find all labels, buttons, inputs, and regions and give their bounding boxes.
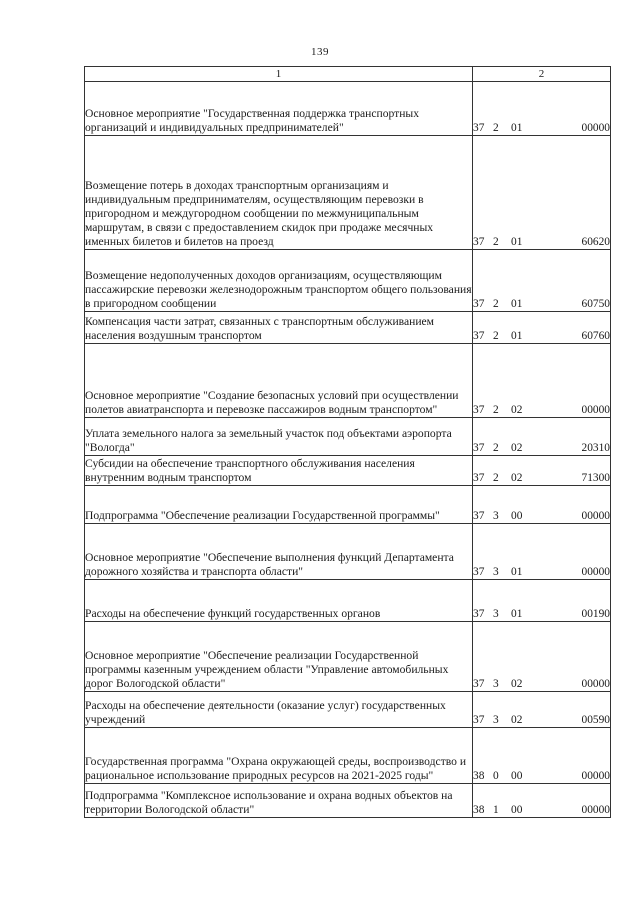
table-row <box>85 456 611 486</box>
row-code-cell <box>473 524 611 580</box>
program-code: 37 <box>473 404 485 416</box>
row-code-cell <box>473 580 611 622</box>
activity-code: 00 <box>511 770 523 782</box>
program-code: 37 <box>473 566 485 578</box>
row-description: Основное мероприятие "Обеспечение реализации Государственной программы казенным учреждением области "Управление автомобильных дорог Вологодской области" <box>85 622 473 692</box>
row-description: Расходы на обеспечение функций государственных органов <box>85 580 473 622</box>
table-row <box>85 344 611 418</box>
budget-classification-table <box>84 66 611 818</box>
table-row <box>85 692 611 728</box>
direction-code: 60620 <box>581 236 610 248</box>
row-code-cell <box>473 692 611 728</box>
table-row <box>85 250 611 312</box>
row-code-cell <box>473 136 611 250</box>
table-row <box>85 622 611 692</box>
subprogram-code: 2 <box>493 404 499 416</box>
activity-code: 01 <box>511 608 523 620</box>
direction-code: 00000 <box>581 510 610 522</box>
table-row <box>85 486 611 524</box>
table-header-row <box>85 67 611 82</box>
row-code-cell <box>473 312 611 344</box>
page-number: 139 <box>311 46 329 58</box>
program-code: 37 <box>473 678 485 690</box>
row-code-cell <box>473 344 611 418</box>
subprogram-code: 1 <box>493 804 499 816</box>
program-code: 37 <box>473 510 485 522</box>
activity-code: 02 <box>511 472 523 484</box>
subprogram-code: 2 <box>493 442 499 454</box>
activity-code: 01 <box>511 122 523 134</box>
row-description: Расходы на обеспечение деятельности (оказание услуг) государственных учреждений <box>85 692 473 728</box>
direction-code: 00190 <box>581 608 610 620</box>
activity-code: 01 <box>511 566 523 578</box>
direction-code: 60750 <box>581 298 610 310</box>
subprogram-code: 2 <box>493 472 499 484</box>
direction-code: 60760 <box>581 330 610 342</box>
row-description: Возмещение потерь в доходах транспортным организациям и индивидуальным предпринимателям, осуществляющим перевозки в пригородном и междугородном сообщении по межмуниципальным маршрутам, в связи с предоставлением скидок при продаже месячных именных билетов и билетов на проезд <box>85 136 473 250</box>
table-row <box>85 418 611 456</box>
row-description: Основное мероприятие "Государственная поддержка транспортных организаций и индивидуальных предпринимателей" <box>85 82 473 136</box>
row-description: Компенсация части затрат, связанных с транспортным обслуживанием населения воздушным транспортом <box>85 312 473 344</box>
column-header-1: 1 <box>85 67 473 82</box>
table-row <box>85 524 611 580</box>
program-code: 38 <box>473 770 485 782</box>
program-code: 38 <box>473 804 485 816</box>
activity-code: 02 <box>511 404 523 416</box>
subprogram-code: 3 <box>493 566 499 578</box>
activity-code: 01 <box>511 330 523 342</box>
row-code-cell <box>473 486 611 524</box>
row-description: Уплата земельного налога за земельный участок под объектами аэропорта "Вологда" <box>85 418 473 456</box>
row-description: Государственная программа "Охрана окружающей среды, воспроизводство и рациональное использование природных ресурсов на 2021-2025 годы" <box>85 728 473 784</box>
program-code: 37 <box>473 472 485 484</box>
activity-code: 02 <box>511 678 523 690</box>
column-header-2: 2 <box>473 67 611 82</box>
direction-code: 00000 <box>581 404 610 416</box>
row-code-cell <box>473 250 611 312</box>
subprogram-code: 3 <box>493 714 499 726</box>
table-row <box>85 82 611 136</box>
direction-code: 00000 <box>581 122 610 134</box>
subprogram-code: 2 <box>493 122 499 134</box>
direction-code: 00000 <box>581 566 610 578</box>
activity-code: 00 <box>511 510 523 522</box>
row-description: Подпрограмма "Обеспечение реализации Государственной программы" <box>85 486 473 524</box>
activity-code: 02 <box>511 442 523 454</box>
table-row <box>85 728 611 784</box>
row-code-cell <box>473 82 611 136</box>
activity-code: 01 <box>511 236 523 248</box>
program-code: 37 <box>473 442 485 454</box>
table-row <box>85 312 611 344</box>
direction-code: 71300 <box>581 472 610 484</box>
program-code: 37 <box>473 298 485 310</box>
table-row <box>85 136 611 250</box>
program-code: 37 <box>473 122 485 134</box>
activity-code: 02 <box>511 714 523 726</box>
subprogram-code: 2 <box>493 236 499 248</box>
direction-code: 20310 <box>581 442 610 454</box>
program-code: 37 <box>473 330 485 342</box>
row-description: Субсидии на обеспечение транспортного обслуживания населения внутренним водным транспортом <box>85 456 473 486</box>
direction-code: 00000 <box>581 678 610 690</box>
subprogram-code: 2 <box>493 330 499 342</box>
activity-code: 01 <box>511 298 523 310</box>
row-code-cell <box>473 456 611 486</box>
row-description: Основное мероприятие "Создание безопасных условий при осуществлении полетов авиатранспорта и перевозке пассажиров водным транспортом" <box>85 344 473 418</box>
subprogram-code: 3 <box>493 608 499 620</box>
subprogram-code: 3 <box>493 678 499 690</box>
row-description: Основное мероприятие "Обеспечение выполнения функций Департамента дорожного хозяйства и транспорта области" <box>85 524 473 580</box>
subprogram-code: 0 <box>493 770 499 782</box>
program-code: 37 <box>473 236 485 248</box>
program-code: 37 <box>473 608 485 620</box>
row-code-cell <box>473 784 611 818</box>
table-row <box>85 580 611 622</box>
row-description: Подпрограмма "Комплексное использование и охрана водных объектов на территории Вологодской области" <box>85 784 473 818</box>
subprogram-code: 3 <box>493 510 499 522</box>
row-code-cell <box>473 622 611 692</box>
subprogram-code: 2 <box>493 298 499 310</box>
program-code: 37 <box>473 714 485 726</box>
row-description: Возмещение недополученных доходов организациям, осуществляющим пассажирские перевозки железнодорожным транспортом общего пользования в пригородном сообщении <box>85 250 473 312</box>
table-row <box>85 784 611 818</box>
direction-code: 00590 <box>581 714 610 726</box>
row-code-cell <box>473 728 611 784</box>
direction-code: 00000 <box>581 770 610 782</box>
activity-code: 00 <box>511 804 523 816</box>
row-code-cell <box>473 418 611 456</box>
direction-code: 00000 <box>581 804 610 816</box>
